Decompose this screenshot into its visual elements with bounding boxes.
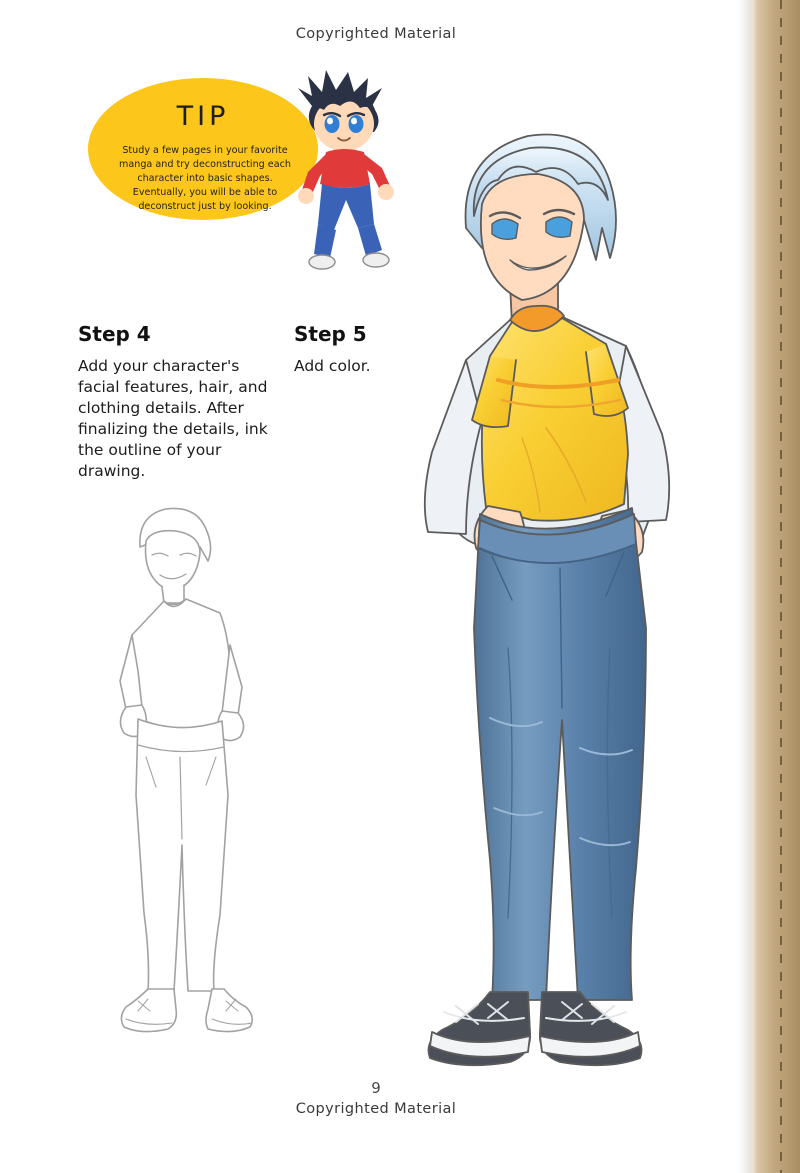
step-4-heading: Step 4 (78, 322, 151, 346)
step-4-block (78, 322, 273, 482)
copyright-notice-bottom: Copyrighted Material (295, 1101, 457, 1117)
step-4-text: Add your character's facial features, hair, and clothing details. After finalizing the details, ink the outline of your drawing. (78, 357, 268, 480)
tip-title: TIP (176, 101, 230, 132)
step-5-heading: Step 5 (294, 322, 367, 346)
copyright-notice-top: Copyrighted Material (295, 26, 457, 42)
spine-stitch-dashes (780, 0, 782, 1173)
book-spine (752, 0, 800, 1173)
page-number: 9 (371, 1079, 381, 1097)
lineart-figure-illustration (80, 495, 295, 1060)
tip-body-text: Study a few pages in your favorite manga and try deconstructing each character into basic shapes. Eventually, you will be able to deconstruct just by looking. (119, 145, 291, 212)
colored-figure-illustration (370, 108, 745, 1073)
step-5-text: Add color. (294, 357, 371, 375)
page-edge-shadow (738, 0, 752, 1173)
